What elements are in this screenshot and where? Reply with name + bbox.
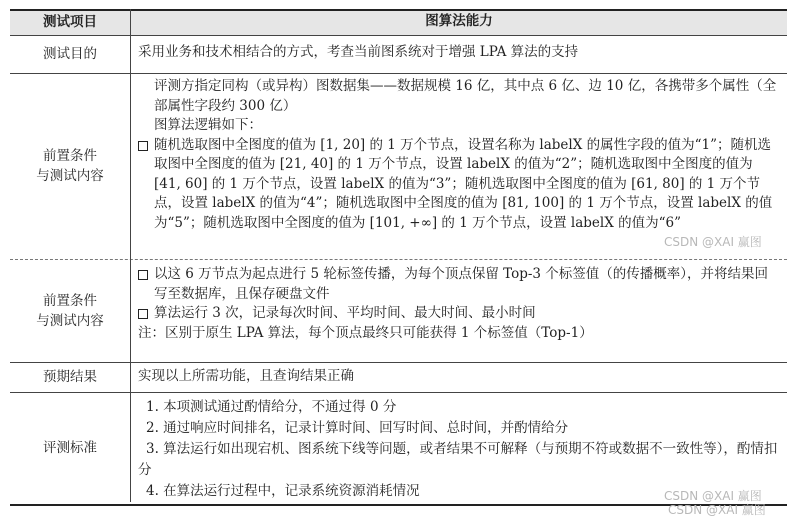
criteria-item: 4. 在算法运行过程中，记录系统资源消耗情况 <box>146 483 420 499</box>
row-rule <box>10 73 787 74</box>
checkbox-bullet-icon <box>138 309 148 319</box>
header-col-test-item: 测试项目 <box>43 14 97 30</box>
criteria-item: 1. 本项测试通过酌情给分，不通过得 0 分 <box>146 399 397 415</box>
row-label-expected: 预期结果 <box>43 369 97 385</box>
row-content-expected <box>138 367 780 387</box>
column-divider <box>130 9 131 502</box>
expected-text: 实现以上所需功能，且查询结果正确 <box>138 368 354 384</box>
row-content-conditions-1 <box>138 77 780 233</box>
row-content-conditions-2 <box>138 265 780 343</box>
criteria-item: 3. 算法运行如出现宕机、图系统下线等问题，或者结果不可解释（与预期不符或数据不一致性等），酌情扣分 <box>138 441 778 478</box>
algo-logic-bullet <box>138 136 780 234</box>
algo-logic-heading: 图算法逻辑如下： <box>154 117 262 133</box>
watermark: CSDN @XAI 赢图 <box>668 503 766 517</box>
row-label-conditions-2: 前置条件 与测试内容 <box>36 292 104 329</box>
top-rule <box>10 9 787 11</box>
watermark: CSDN @XAI 赢图 <box>664 489 762 503</box>
watermark: CSDN @XAI 赢图 <box>664 235 762 249</box>
row-label-conditions-1: 前置条件 与测试内容 <box>36 148 104 184</box>
checkbox-bullet-icon <box>138 141 148 151</box>
criteria-item: 2. 通过响应时间排名，记录计算时间、回写时间、总时间，并酌情给分 <box>146 420 569 436</box>
runs-bullet <box>138 304 780 324</box>
row-rule <box>10 259 787 260</box>
propagation-bullet <box>138 265 780 304</box>
checkbox-bullet-icon <box>138 270 148 280</box>
row-label-purpose: 测试目的 <box>43 46 97 62</box>
purpose-text: 采用业务和技术相结合的方式，考查当前图系统对于增强 LPA 算法的支持 <box>138 44 579 60</box>
header-rule <box>10 35 787 36</box>
row-rule <box>10 362 787 363</box>
algo-logic-bullet-text: 随机选取图中全图度的值为 [1, 20] 的 1 万个节点，设置名称为 labelX 的属性字段的值为“1”；随机选取图中全图度的值为 [21, 40] 的 1 万个节点，设置 labelX 的值为“2”；随机选取图中全图度的值为 [41, 60] 的 1 万个节点，设置 labelX 的值为“3”；随机选取图中全图度的值为 [61, 80] 的 1 万个节点，设置 labelX 的值为“4”；随机选取图中全图度的值为 [81, 100] 的 1 万个节点，设置 labelX 的值为“5”；随机选取图中全图度的值为 [101, +∞] 的 1 万个节点，设置 labelX 的值为“6” <box>154 136 773 231</box>
row-rule <box>10 392 787 393</box>
runs-bullet-text: 算法运行 3 次，记录每次时间、平均时间、最大时间、最小时间 <box>154 305 536 321</box>
propagation-bullet-text: 以这 6 万节点为起点进行 5 轮标签传播，为每个顶点保留 Top-3 个标签值（的传播概率），并将结果回写至数据库，且保存硬盘文件 <box>154 266 769 302</box>
row-label-criteria: 评测标准 <box>43 440 97 456</box>
header-col-graph-algo: 图算法能力 <box>425 13 493 30</box>
row-content-purpose <box>138 43 780 63</box>
dataset-intro-text: 评测方指定同构（或异构）图数据集——数据规模 16 亿，其中点 6 亿、边 10 亿，各携带多个属性（全部属性字段约 300 亿） <box>154 78 777 114</box>
lpa-note: 注：区别于原生 LPA 算法，每个顶点最终只可能获得 1 个标签值（Top-1） <box>138 324 593 341</box>
